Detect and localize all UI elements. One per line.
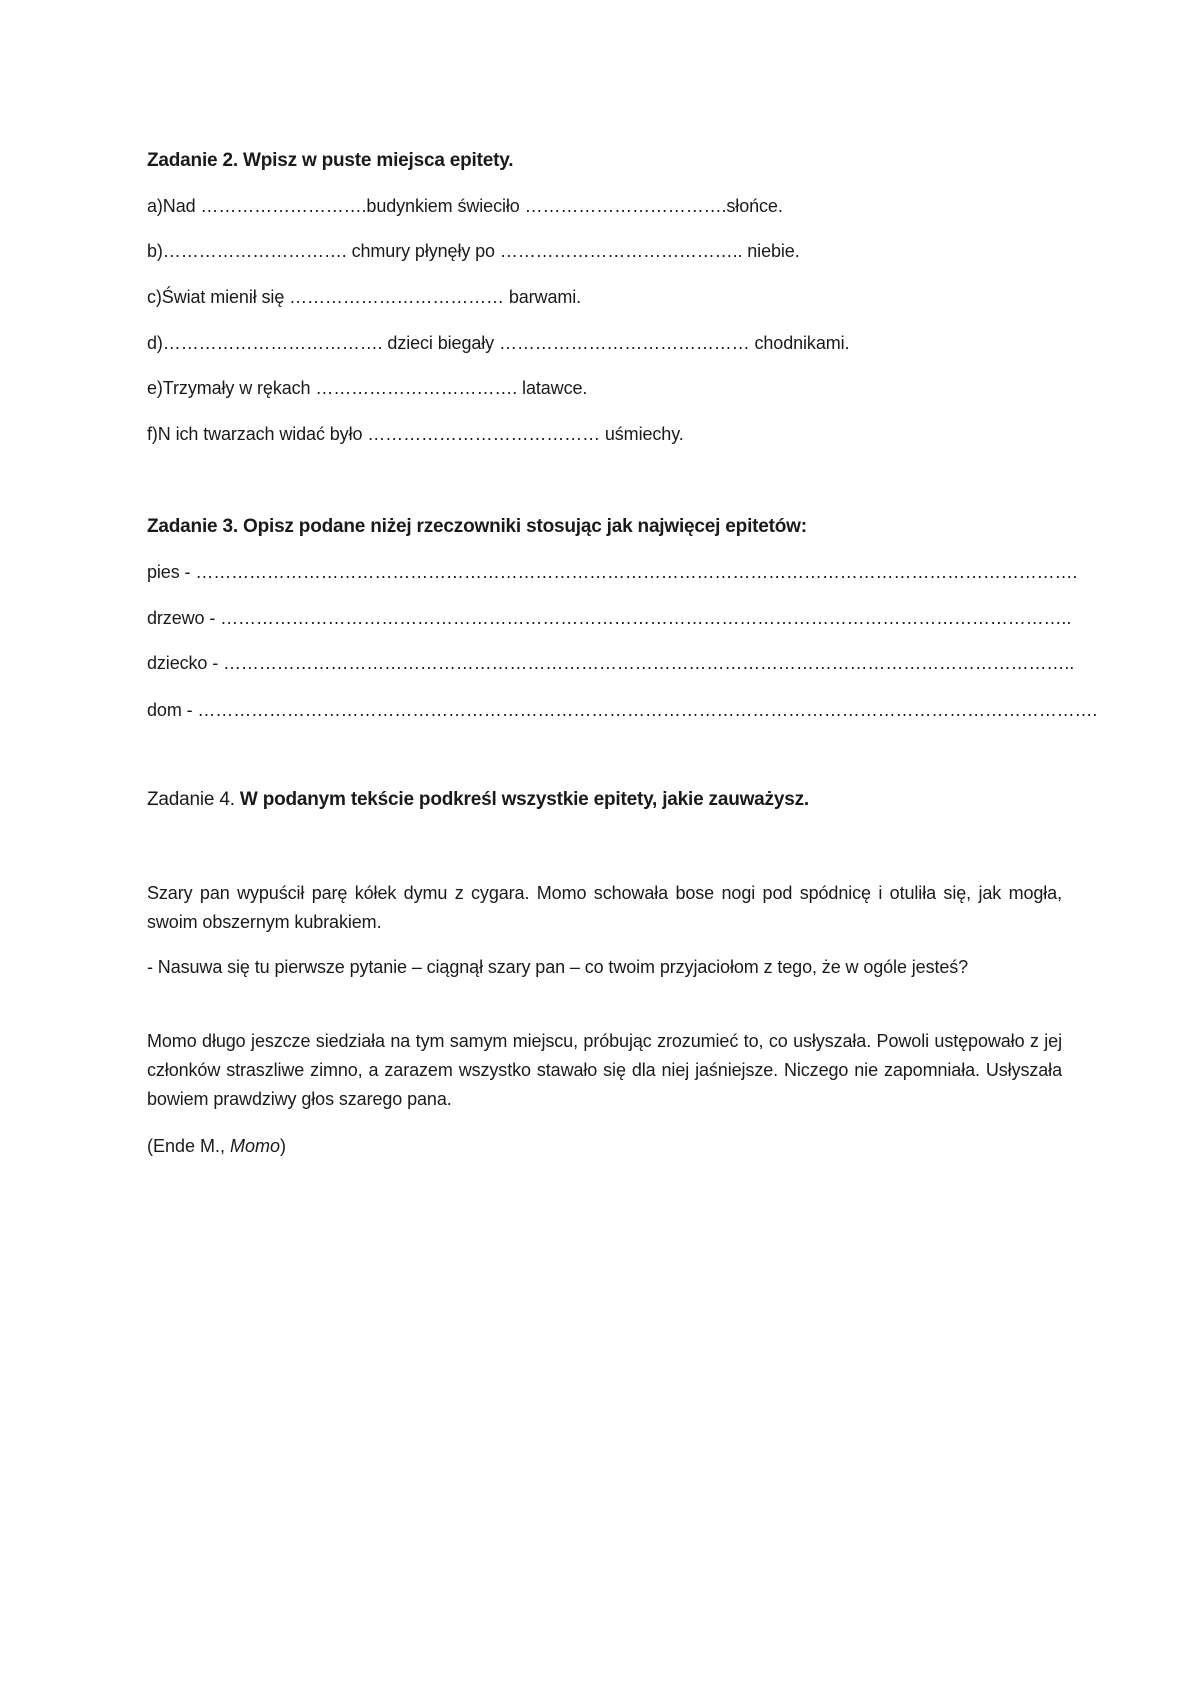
citation-title: Momo bbox=[230, 1136, 281, 1156]
task2-line-f: f)N ich twarzach widać było ………………………………… uśmiechy. bbox=[147, 424, 684, 444]
task2-line-d: d)………………………………. dzieci biegały …………………………………… chodnikami. bbox=[147, 333, 850, 353]
task3-line-dom: dom - ……………………………………………………………………………………………………………………………………. bbox=[147, 700, 1098, 720]
task2-line-a: a)Nad ……………………….budynkiem świeciło …………………………….słońce. bbox=[147, 196, 783, 216]
task2-line-b: b)…………………………. chmury płynęły po ………………………………….. niebie. bbox=[147, 241, 800, 261]
task3-title: Zadanie 3. Opisz podane niżej rzeczowniki stosując jak najwięcej epitetów: bbox=[147, 516, 807, 537]
citation-author: (Ende M., bbox=[147, 1136, 231, 1156]
task4-label: Zadanie 4. bbox=[147, 789, 235, 810]
task4-instruction: W podanym tekście podkreśl wszystkie epitety, jakie zauważysz. bbox=[234, 789, 809, 810]
task4-paragraph-1: Szary pan wypuścił parę kółek dymu z cygara. Momo schowała bose nogi pod spódnicę i otuliła się, jak mogła, swoim obszernym kubrakiem. bbox=[147, 883, 1062, 932]
document-page bbox=[147, 0, 1098, 1696]
task4-title bbox=[147, 789, 809, 811]
task3-line-pies: pies - …………………………………………………………………………………………………………………………………. bbox=[147, 562, 1078, 582]
task3-line-dziecko: dziecko - …………………………………………………………………………………………………………………………….. bbox=[147, 653, 1075, 673]
task2-title: Zadanie 2. Wpisz w puste miejsca epitety. bbox=[147, 150, 514, 171]
citation bbox=[147, 1136, 286, 1157]
citation-close: ) bbox=[280, 1136, 287, 1156]
task2-line-e: e)Trzymały w rękach ……………………………. latawce. bbox=[147, 378, 588, 398]
task3-line-drzewo: drzewo - …………………………………………………………………………………………………………………………….. bbox=[147, 608, 1072, 628]
task2-line-c: c)Świat mienił się ……………………………… barwami. bbox=[147, 287, 582, 307]
task4-paragraph-3: Momo długo jeszcze siedziała na tym samym miejscu, próbując zrozumieć to, co usłyszała. Powoli ustępowało z jej członków straszliwe zimno, a zarazem wszystko stawało się dla niej jaśniejsze. Niczego nie zapomniała. Usłyszała bowiem prawdziwy głos szarego pana. bbox=[147, 1031, 1062, 1109]
task4-paragraph-2: - Nasuwa się tu pierwsze pytanie – ciągnął szary pan – co twoim przyjaciołom z tego, że w ogóle jesteś? bbox=[147, 957, 969, 977]
